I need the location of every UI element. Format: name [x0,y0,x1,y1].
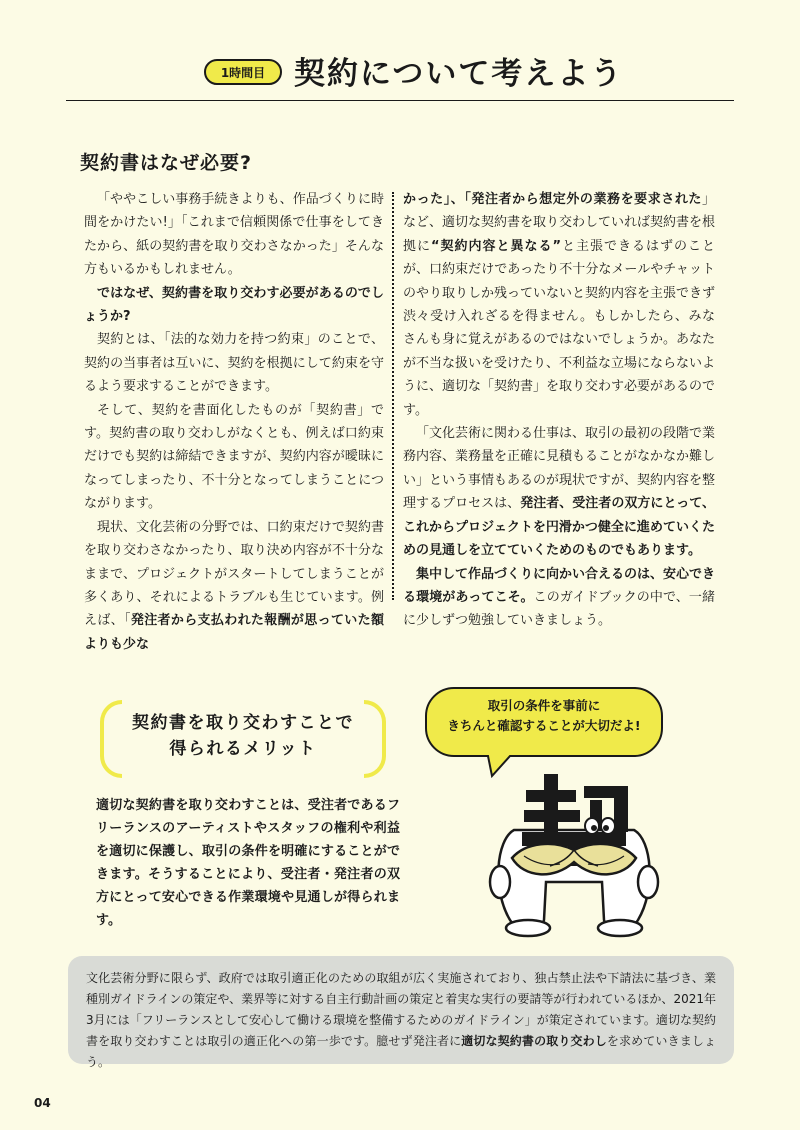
paragraph: 「ややこしい事務手続きよりも、作品づくりに時間をかけたい!」「これまで信頼関係で仕事をしてきたから、紙の契約書を取り交わさなかった」そんな方もいるかもしれません。 [84,192,384,278]
paragraph: 契約とは、「法的な効力を持つ約束」のことで、契約の当事者は互いに、契約を根拠にして約束を守るよう要求することができます。 [84,332,384,395]
bold-text: 」、「 [443,192,472,207]
bubble-line1: 取引の条件を事前に [487,698,601,713]
bold-text: かった [403,192,444,207]
page-title: 契約について考えよう [294,56,624,92]
paragraph [403,563,715,633]
note-text [86,968,716,1073]
paragraph-emphasis [84,282,384,329]
merit-body: 適切な契約書を取り交わすことは、受注者であるフリーランスのアーティストやスタッフの権利や利益を適切に保護し、取引の条件を明確にすることができます。そうすることにより、受注者・発注者の双方にとって安心できる作業環境や見通しが得られます。 [96,798,400,928]
text-run: 」など、適切な契約書を取り交わしていれば契約書を根拠に [403,192,716,254]
page-header [66,44,734,102]
text-run: このガイドブックの中で、一緒に少しずつ勉強していきましょう。 [403,589,715,629]
bubble-line2: きちんと確認することが大切だよ! [447,718,641,733]
bracket-right-decoration [364,700,386,778]
merit-title-line1: 契約書を取り交わすことで [132,713,354,733]
note-box [68,956,734,1069]
merit-heading [100,700,386,770]
merit-title [122,710,364,762]
text-run: を求めていきましょう。 [86,1034,716,1069]
paragraph [84,516,384,656]
paragraph [403,188,715,422]
bold-text: 適切な契約書の取り交わし [461,1034,607,1048]
speech-bubble [424,686,664,778]
text-run: 「文化芸術に関わる仕事は、取引の最初の段階で業務内容、業務量を正確に見積もることがなかなか難しい」という事情もあるのが現状ですが、契約内容を整理するプロセスは、 [403,426,716,512]
body-column-left [84,188,384,656]
bold-text: ではなぜ、契約書を取り交わす必要があるのでしょうか? [84,285,384,325]
bold-text: 集中して作品づくりに向かい合えるのは、安心できる環境があってこそ。 [403,566,716,605]
bold-text: 発注者から想定外の業務を要求された [471,192,702,207]
speech-bubble-text [434,696,654,736]
header-divider [66,100,734,101]
paragraph [403,422,715,562]
column-divider [392,192,394,600]
text-run: 現状、文化芸術の分野では、口約束だけで契約書を取り交わさなかったり、取り決め内容が不十分なままで、プロジェクトがスタートしてしまうことが多くあり、それによるトラブルも生じています。例えば、「 [84,519,384,629]
bold-text: 発注者から支払われた報酬が思っていた額よりも少な [84,613,384,652]
text-run: と主張できるはずのことが、口約束だけであったり不十分なメールやチャットのやり取りしか残っていないと契約内容を主張できず渋々受け入れざるを得ません。もしかしたら、みなさんも身に覚えがあるのではないでしょうか。あなたが不当な扱いを受けたり、不利益な立場にならないように、適切な「契約書」を取り交わす必要があるのです。 [403,238,716,418]
bracket-left-decoration [100,700,122,778]
lesson-badge: 1時間目 [204,59,282,85]
bold-text: 発注者、受注者の双方にとって、これからプロジェクトを円滑かつ健全に進めていくための見通しを立てていくためのものでもあります。 [403,496,715,559]
text-run: 文化芸術分野に限らず、政府では取引適正化のための取組が広く実施されており、独占禁止法や下請法に基づき、業種別ガイドラインの策定や、業界等に対する自主行動計画の策定と着実な実行の要請等が行われているほか、2021年3月には「フリーランスとして安心して働ける環境を整備するためのガイドライン」が策定されています。適切な契約書を取り交わすことは取引の適正化への第一歩です。臆せず発注者に [86,971,716,1048]
mascot-illustration [484,770,664,940]
page-number: 04 [34,1096,51,1110]
bold-text: “契約内容と異なる” [431,238,562,254]
section-heading: 契約書はなぜ必要? [80,152,253,174]
body-column-right [403,188,715,633]
paragraph: そして、契約を書面化したものが「契約書」です。契約書の取り交わしがなくとも、例えば口約束だけでも契約は締結できますが、契約内容が曖昧になってしまったり、不十分となってしまうことにつながります。 [84,402,384,512]
merit-title-line2: 得られるメリット [169,739,317,759]
